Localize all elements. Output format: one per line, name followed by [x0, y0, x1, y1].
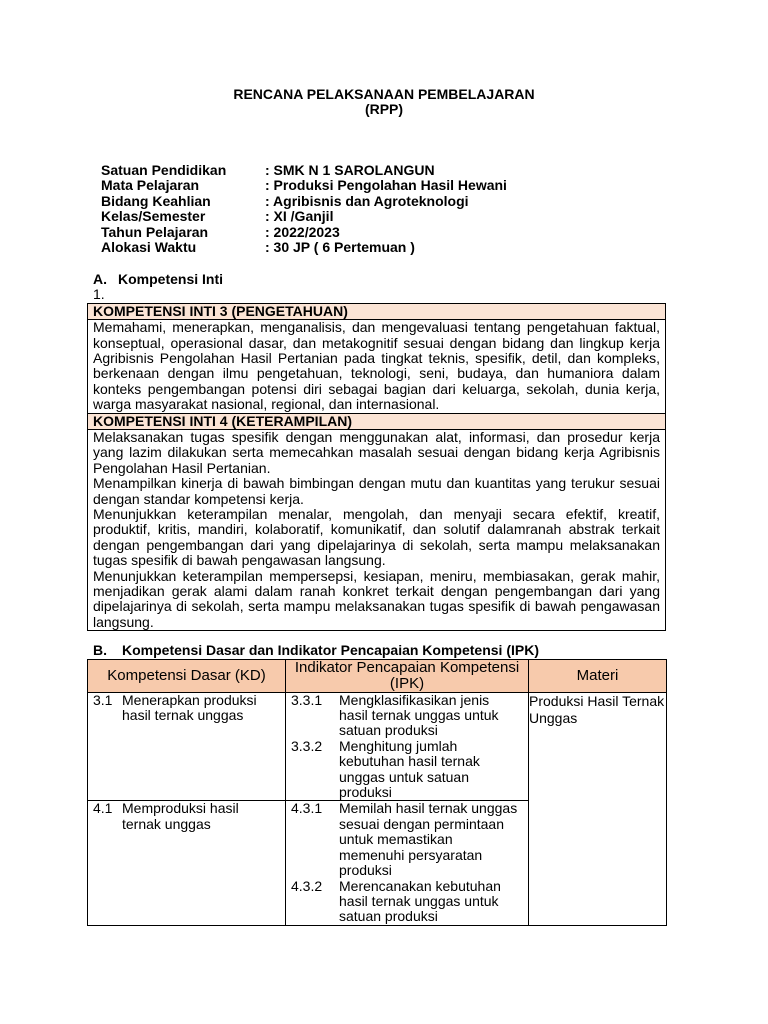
identity-row: [87, 225, 666, 240]
ipk-number: 4.3.1: [291, 800, 323, 817]
section-letter: B.: [93, 642, 107, 659]
ki4-paragraph: Menunjukkan keterampilan mempersepsi, kesiapan, meniru, membiasakan, gerak mahir, menjadikan gerak alami dalam ranah konkret terkait dengan pengembangan dari yang dipelajarinya di sekolah, serta mampu melaksanakan tugas spesifik di bawah pengawasan langsung.: [93, 567, 660, 630]
identity-label: Satuan Pendidikan: [101, 162, 227, 178]
kd-column-header: Kompetensi Dasar (KD): [88, 659, 286, 692]
identity-label: Mata Pelajaran: [101, 177, 200, 194]
identity-value: : 30 JP ( 6 Pertemuan ): [265, 238, 415, 255]
identity-label: Alokasi Waktu: [101, 238, 197, 255]
ki4-paragraph: Menunjukkan keterampilan menalar, mengolah, dan menyaji secara efektif, kreatif, produktif, kritis, mandiri, kolaboratif, komunikatif, dan solutif dalamranah abstrak terkait dengan pengembangan dari yang dipelajarinya di sekolah, serta mampu melaksanakan tugas spesifik di bawah pengawasan langsung.: [93, 506, 660, 569]
kompetensi-inti-box: [87, 303, 666, 632]
identity-value: : SMK N 1 SAROLANGUN: [265, 162, 435, 178]
document-title-block: [0, 87, 768, 118]
identity-block: [87, 163, 666, 255]
identity-label: Kelas/Semester: [101, 208, 206, 225]
section-a-heading: [87, 272, 666, 287]
identity-row: [87, 209, 666, 224]
ki3-paragraph: Memahami, menerapkan, menganalisis, dan mengevaluasi tentang pengetahuan faktual, konseptual, operasional dasar, dan metakognitif sesuai dengan bidang dan lingkup kerja Agribisnis Pengolahan Hasil Pertanian pada tingkat teknis, spesifik, detil, dan kompleks, berkenaan dengan ilmu pengetahuan, teknologi, seni, budaya, dan humaniora dalam konteks pengembangan potensi diri sebagai bagian dari keluarga, sekolah, dunia kerja, warga masyarakat nasional, regional, dan internasional.: [93, 319, 660, 413]
ki4-paragraph: Melaksanakan tugas spesifik dengan menggunakan alat, informasi, dan prosedur kerja yang lazim dilakukan serta memecahkan masalah sesuai dengan bidang kerja Agribisnis Pengolahan Hasil Pertanian.: [93, 428, 660, 476]
identity-row: [87, 240, 666, 255]
ipk-item: [286, 879, 528, 925]
document-body: [87, 163, 666, 926]
ipk-text: Mengklasifikasikan jenis hasil ternak unggas untuk satuan produksi: [339, 691, 499, 739]
ipk-number: 3.3.2: [291, 737, 323, 754]
section-b-heading: [87, 643, 666, 658]
kd-number: 4.1: [93, 800, 113, 817]
table-header-row: [88, 659, 667, 692]
document-subtitle: (RPP): [364, 101, 404, 118]
ipk-column-header: Indikator Pencapaian Kompetensi (IPK): [286, 659, 529, 692]
ipk-number: 4.3.2: [291, 877, 323, 894]
section-title: Kompetensi Dasar dan Indikator Pencapaian Kompetensi (IPK): [122, 642, 539, 659]
identity-value: : XI /Ganjil: [265, 208, 334, 225]
ipk-item: [286, 693, 528, 739]
ipk-cell: [286, 692, 529, 801]
identity-label: Bidang Keahlian: [101, 192, 211, 209]
identity-value: : 2022/2023: [265, 223, 340, 240]
materi-cell: [529, 692, 667, 925]
ki4-paragraph: Menampilkan kinerja di bawah bimbingan dengan mutu dan kuantitas yang terukur sesuai dengan standar kompetensi kerja.: [93, 475, 660, 507]
identity-value: : Agribisnis dan Agroteknologi: [265, 192, 469, 209]
kd-number: 3.1: [93, 691, 113, 708]
ki3-body: [88, 320, 665, 413]
identity-label: Tahun Pelajaran: [101, 223, 209, 240]
ipk-text: Merencanakan kebutuhan hasil ternak unggas untuk satuan produksi: [339, 877, 501, 925]
document-title: RENCANA PELAKSANAAN PEMBELAJARAN: [233, 86, 535, 102]
identity-row: [87, 194, 666, 209]
materi-text: Produksi Hasil Ternak Unggas: [529, 692, 665, 726]
kd-ipk-table: [87, 659, 667, 926]
section-title: Kompetensi Inti: [118, 270, 224, 287]
ipk-item: [286, 801, 528, 878]
identity-value: : Produksi Pengolahan Hasil Hewani: [265, 177, 507, 194]
identity-row: [87, 178, 666, 193]
ipk-text: Menghitung jumlah kebutuhan hasil ternak unggas untuk satuan produksi: [339, 737, 480, 801]
ipk-number: 3.3.1: [291, 691, 323, 708]
kd-item: [88, 801, 285, 832]
table-row: [88, 692, 667, 801]
kd-item: [88, 693, 285, 724]
kd-text: Memproduksi hasil ternak unggas: [122, 800, 239, 832]
ki-list-number: 1.: [93, 286, 105, 303]
kd-cell: [88, 801, 286, 925]
identity-row: [87, 163, 666, 178]
ipk-text: Memilah hasil ternak unggas sesuai dengan permintaan untuk memastikan memenuhi persyaratan produksi: [339, 800, 518, 879]
ipk-item: [286, 739, 528, 801]
ki4-header: KOMPETENSI INTI 4 (KETERAMPILAN): [88, 414, 665, 430]
ki4-body: [88, 430, 665, 630]
kd-text: Menerapkan produksi hasil ternak unggas: [122, 691, 257, 724]
ki3-header: KOMPETENSI INTI 3 (PENGETAHUAN): [88, 304, 665, 320]
kd-cell: [88, 692, 286, 801]
section-letter: A.: [93, 270, 107, 287]
ipk-cell: [286, 801, 529, 925]
materi-column-header: Materi: [529, 659, 667, 692]
